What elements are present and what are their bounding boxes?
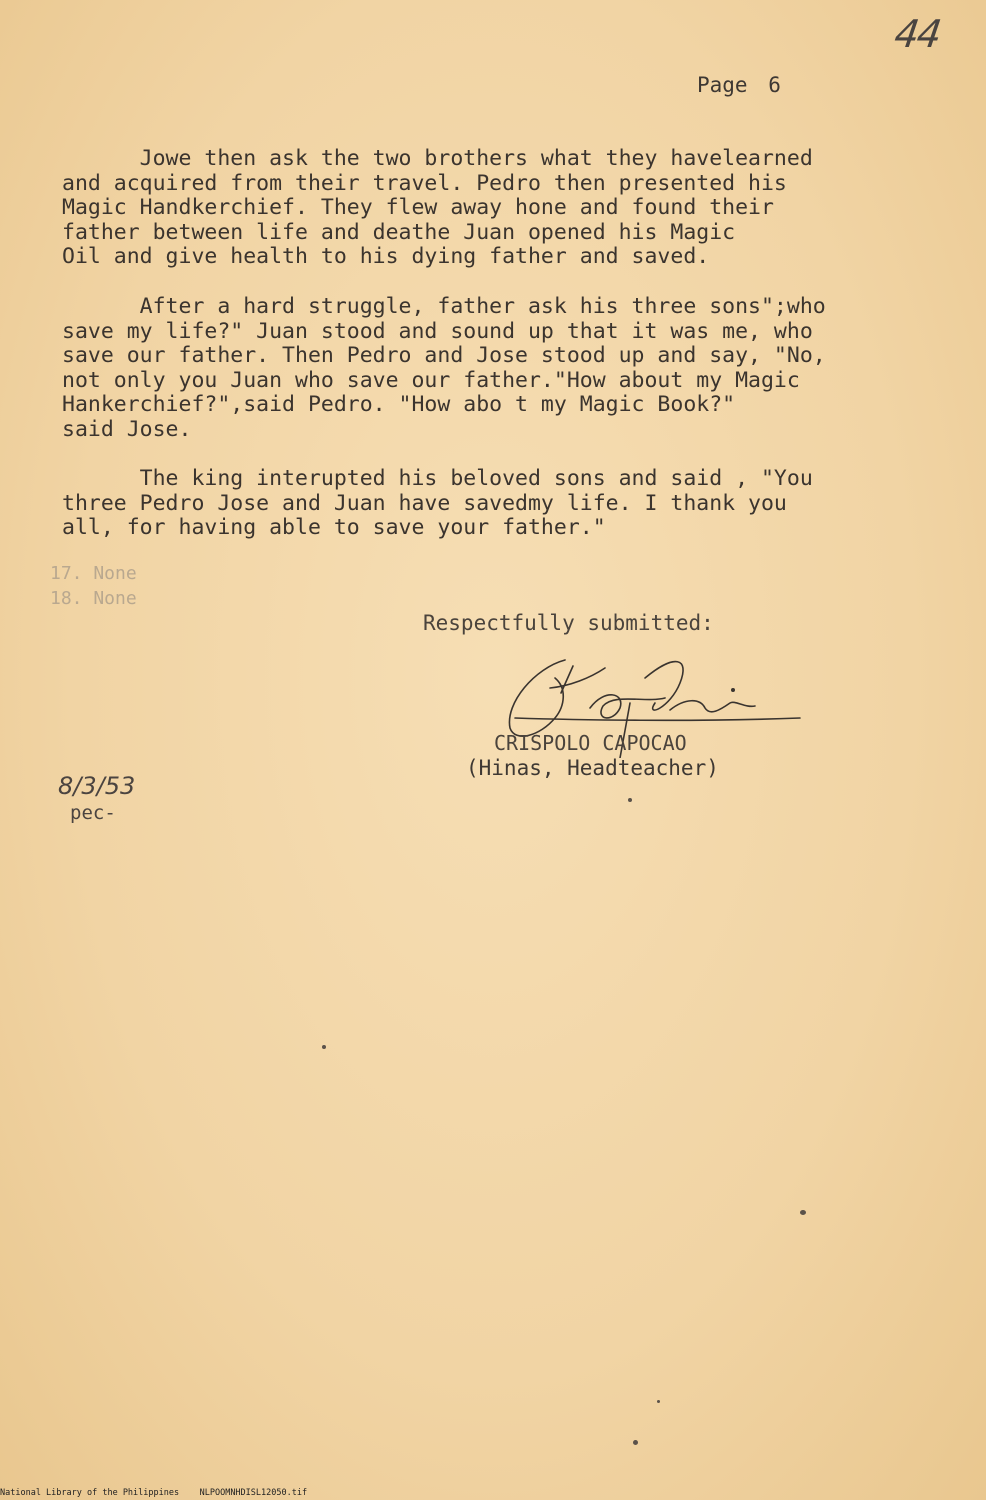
closing-text: Respectfully submitted: xyxy=(423,611,714,635)
speck xyxy=(800,1210,806,1215)
paragraph-line: Hankerchief?",said Pedro. "How abo t my Magic Book?" xyxy=(62,392,736,417)
page-label: Page 6 xyxy=(697,73,781,97)
list-item: 17. None xyxy=(50,563,137,584)
paragraph-line: father between life and deathe Juan opened his Magic xyxy=(62,219,736,245)
speck xyxy=(628,798,632,802)
paragraph-line: not only you Juan who save our father."How about my Magic xyxy=(62,367,800,393)
paragraph-1 xyxy=(62,147,942,270)
paragraph-line: The king interupted his beloved sons and said , "You xyxy=(62,466,813,491)
typist-initials: pec- xyxy=(70,802,116,824)
paragraph-line: save my life?" Juan stood and sound up that it was me, who xyxy=(62,318,813,344)
speck xyxy=(322,1045,326,1049)
paragraph-3 xyxy=(62,467,942,541)
speck xyxy=(657,1400,660,1403)
paragraph-line: and acquired from their travel. Pedro then presented his xyxy=(62,170,787,196)
paragraph-line: After a hard struggle, father ask his three sons";who xyxy=(62,294,826,319)
document-date: 8/3/53 xyxy=(58,772,136,800)
signatory-title: (Hinas, Headteacher) xyxy=(466,756,719,780)
paragraph-line: three Pedro Jose and Juan have savedmy life. I thank you xyxy=(62,490,787,516)
paragraph-2 xyxy=(62,295,942,442)
folio-number: 44 xyxy=(891,12,943,56)
paragraph-line: Oil and give health to his dying father and saved. xyxy=(62,244,710,269)
list-item: 18. None xyxy=(50,588,137,609)
footer-library: National Library of the Philippines xyxy=(0,1488,180,1498)
paragraph-line: said Jose. xyxy=(62,416,192,442)
speck xyxy=(633,1440,638,1445)
paragraph-line: Magic Handkerchief. They flew away hone and found their xyxy=(62,195,774,220)
footer-file: NLPOOMNHDISL12050.tif xyxy=(199,1488,308,1498)
paragraph-line: save our father. Then Pedro and Jose stood up and say, "No, xyxy=(62,343,826,368)
footer xyxy=(0,1488,307,1498)
signatory-name: CRISPOLO CAPOCAO xyxy=(494,731,687,755)
paragraph-line: Jowe then ask the two brothers what they havelearned xyxy=(62,146,813,171)
paragraph-line: all, for having able to save your father." xyxy=(62,515,606,540)
